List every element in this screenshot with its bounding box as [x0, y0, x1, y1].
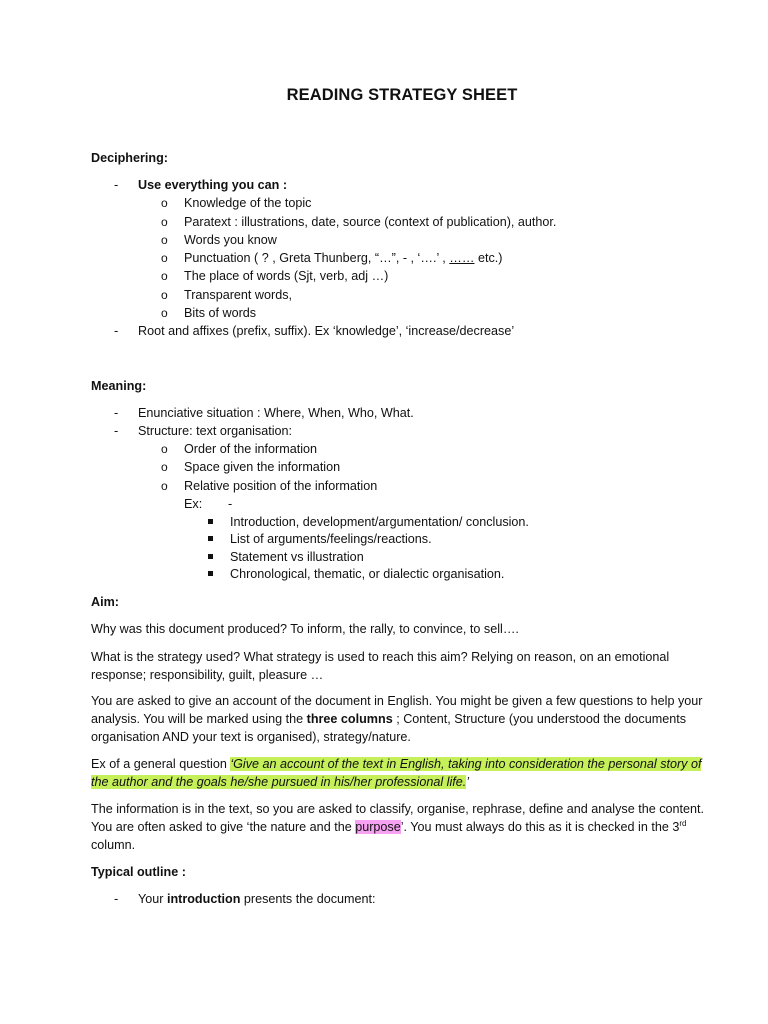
list-item: Introduction, development/argumentation/ conclusion.	[230, 515, 529, 529]
section-heading-meaning: Meaning:	[91, 379, 147, 393]
list-item: Order of the information	[184, 442, 317, 456]
circle-bullet: o	[161, 251, 168, 265]
list-item: Transparent words,	[184, 288, 293, 302]
paragraph: Ex of a general question ‘Give an account of the text in English, taking into consideration the personal story of the author and the goals he/she pursued in his/her professional life.’	[91, 757, 702, 789]
highlighted-word: purpose	[355, 820, 401, 834]
example-label: Ex:	[184, 497, 203, 511]
circle-bullet: o	[161, 460, 168, 474]
dash-bullet: -	[114, 178, 119, 192]
list-item: Your introduction presents the document:	[138, 892, 376, 906]
list-item: Enunciative situation : Where, When, Who, What.	[138, 406, 414, 420]
dash-bullet: -	[114, 324, 119, 338]
paragraph: The information is in the text, so you are asked to classify, organise, rephrase, define and analyse the content. You are often asked to give ‘the nature and the purpose’. You must always do this as it is checked in the 3rd column.	[91, 802, 705, 852]
list-item: The place of words (Sjt, verb, adj …)	[184, 269, 389, 283]
dash-bullet: -	[228, 497, 233, 511]
list-item: Use everything you can :	[138, 178, 288, 192]
list-item: Space given the information	[184, 460, 341, 474]
list-item: Relative position of the information	[184, 479, 378, 493]
square-bullet	[208, 571, 213, 576]
square-bullet	[208, 536, 213, 541]
list-item: Punctuation ( ? , Greta Thunberg, “…”, - , ‘….’ , …… etc.)	[184, 251, 503, 265]
dash-bullet: -	[114, 892, 119, 906]
list-item: Statement vs illustration	[230, 550, 364, 564]
list-item: Bits of words	[184, 306, 257, 320]
list-item: Words you know	[184, 233, 277, 247]
paragraph: What is the strategy used? What strategy is used to reach this aim? Relying on reason, on an emotional response; responsibility, guilt, pleasure …	[91, 650, 670, 682]
square-bullet	[208, 554, 213, 559]
list-item: Structure: text organisation:	[138, 424, 293, 438]
list-item: Root and affixes (prefix, suffix). Ex ‘knowledge’, ‘increase/decrease’	[138, 324, 515, 338]
square-bullet	[208, 519, 213, 524]
list-item: Chronological, thematic, or dialectic organisation.	[230, 567, 505, 581]
circle-bullet: o	[161, 215, 168, 229]
dash-bullet: -	[114, 424, 119, 438]
section-heading-deciphering: Deciphering:	[91, 151, 168, 165]
paragraph: You are asked to give an account of the document in English. You might be given a few questions to help your analysis. You will be marked using the three columns ; Content, Structure (you understood the documents organisation AND your text is organised), strategy/nature.	[91, 694, 703, 744]
circle-bullet: o	[161, 288, 168, 302]
section-heading-aim: Aim:	[91, 595, 119, 609]
section-heading-outline: Typical outline :	[91, 865, 186, 879]
list-item: Paratext : illustrations, date, source (context of publication), author.	[184, 215, 557, 229]
list-item: List of arguments/feelings/reactions.	[230, 532, 432, 546]
circle-bullet: o	[161, 269, 168, 283]
circle-bullet: o	[161, 442, 168, 456]
list-item: Knowledge of the topic	[184, 196, 312, 210]
page-title: READING STRATEGY SHEET	[286, 86, 518, 104]
highlighted-question: ‘Give an account of the text in English, taking into consideration the personal story of the author and the goals he/she pursued in his/her professional life.	[91, 757, 702, 789]
circle-bullet: o	[161, 233, 168, 247]
circle-bullet: o	[161, 196, 168, 210]
circle-bullet: o	[161, 306, 168, 320]
dash-bullet: -	[114, 406, 119, 420]
paragraph: Why was this document produced? To inform, the rally, to convince, to sell….	[91, 622, 519, 636]
circle-bullet: o	[161, 479, 168, 493]
